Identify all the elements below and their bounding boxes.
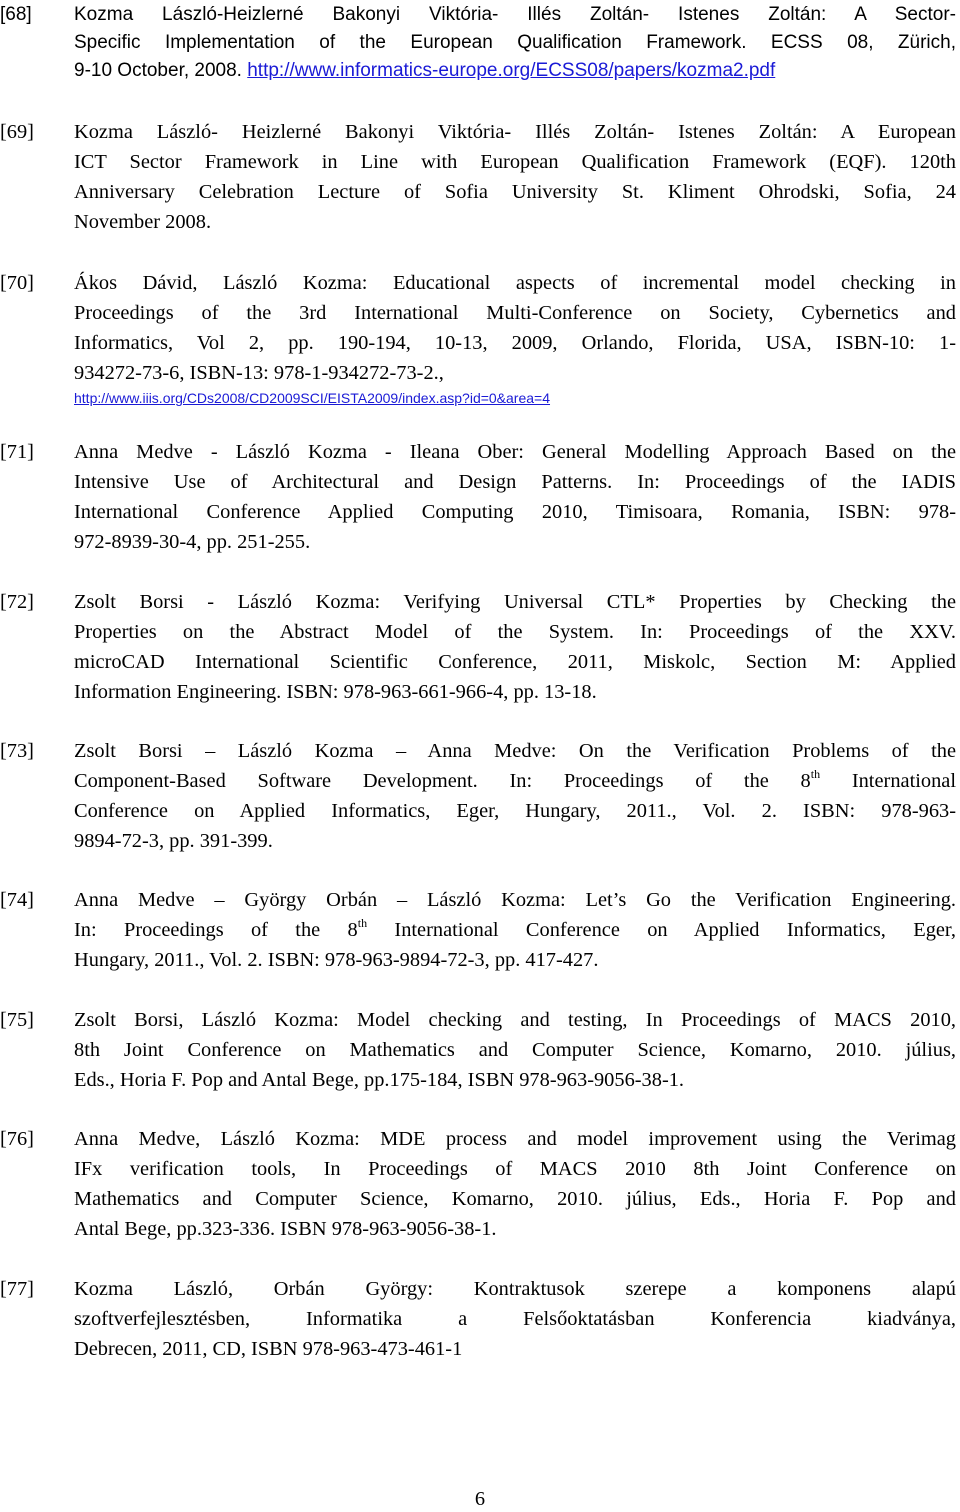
ref-text: International Conference on Applied Informatics, Eger, xyxy=(367,919,957,941)
ref-text-line: IFx verification tools, In Proceedings of MACS 2010 8th Joint Conference on xyxy=(74,1158,956,1180)
ref-number: [75] xyxy=(0,1009,34,1031)
ref-text: 9-10 October, 2008. xyxy=(74,60,248,81)
ref-text-line: Kozma László-Heizlerné Bakonyi Viktória- Illés Zoltán- Istenes Zoltán: A Sector- xyxy=(74,4,956,25)
ref-text-line: Anna Medve - László Kozma - Ileana Ober: General Modelling Approach Based on the xyxy=(74,441,956,463)
ref-text-line: ICT Sector Framework in Line with European Qualification Framework (EQF). 120th xyxy=(74,151,956,173)
ref-text-line: Anna Medve, László Kozma: MDE process and model improvement using the Verimag xyxy=(74,1128,956,1150)
ref-text-line: Antal Bege, pp.323-336. ISBN 978-963-9056-38-1. xyxy=(74,1218,497,1240)
ref-text-line: Zsolt Borsi, László Kozma: Model checking and testing, In Proceedings of MACS 2010, xyxy=(74,1009,956,1031)
ref-text-line: 9894-72-3, pp. 391-399. xyxy=(74,830,273,852)
ref-text-line: microCAD International Scientific Conference, 2011, Miskolc, Section M: Applied xyxy=(74,651,956,673)
ref-text-line: 8th Joint Conference on Mathematics and Computer Science, Komarno, 2010. július, xyxy=(74,1039,956,1061)
ref-text-line: Zsolt Borsi - László Kozma: Verifying Universal CTL* Properties by Checking the xyxy=(74,591,956,613)
ref-number: [72] xyxy=(0,591,34,613)
ref-text-line: Eds., Horia F. Pop and Antal Bege, pp.175-184, ISBN 978-963-9056-38-1. xyxy=(74,1069,685,1091)
ref-text-line xyxy=(74,766,956,796)
ref-number: [69] xyxy=(0,121,34,143)
ref-text: Component-Based Software Development. In: Proceedings of the 8 xyxy=(74,770,811,792)
page-number: 6 xyxy=(474,1488,486,1510)
ref-number: [73] xyxy=(0,740,34,762)
ref-text-line: Informatics, Vol 2, pp. 190-194, 10-13, 2009, Orlando, Florida, USA, ISBN-10: 1- xyxy=(74,332,956,354)
ref-text-line: Ákos Dávid, László Kozma: Educational aspects of incremental model checking in xyxy=(74,272,956,294)
ref-text: International xyxy=(820,770,956,792)
ref-text-line: Specific Implementation of the European Qualification Framework. ECSS 08, Zürich, xyxy=(74,32,956,53)
ref-text-line: Anniversary Celebration Lecture of Sofia University St. Kliment Ohrodski, Sofia, 24 xyxy=(74,181,956,203)
ref-number: [76] xyxy=(0,1128,34,1150)
ref-text-line: Intensive Use of Architectural and Design Patterns. In: Proceedings of the IADIS xyxy=(74,471,956,493)
ref-text-line: Conference on Applied Informatics, Eger, Hungary, 2011., Vol. 2. ISBN: 978-963- xyxy=(74,800,956,822)
ref-text-line: szoftverfejlesztésben, Informatika a Felsőoktatásban Konferencia kiadványa, xyxy=(74,1308,956,1330)
ordinal-superscript: th xyxy=(357,916,368,930)
ref-text: In: Proceedings of the 8 xyxy=(74,919,358,941)
ref-text-line: Hungary, 2011., Vol. 2. ISBN: 978-963-9894-72-3, pp. 417-427. xyxy=(74,949,599,971)
ref-text-line: 934272-73-6, ISBN-13: 978-1-934272-73-2., xyxy=(74,362,444,384)
ref-number: [74] xyxy=(0,889,34,911)
ref-text-line: Kozma László- Heizlerné Bakonyi Viktória- Illés Zoltán- Istenes Zoltán: A European xyxy=(74,121,956,143)
ref-text-line: Debrecen, 2011, CD, ISBN 978-963-473-461-1 xyxy=(74,1338,463,1360)
ref-text-line: 972-8939-30-4, pp. 251-255. xyxy=(74,531,311,553)
ref-text-line: Zsolt Borsi – László Kozma – Anna Medve: On the Verification Problems of the xyxy=(74,740,956,762)
ref-number: [77] xyxy=(0,1278,34,1300)
ref-text-line: International Conference Applied Computing 2010, Timisoara, Romania, ISBN: 978- xyxy=(74,501,956,523)
ref-text-line xyxy=(74,56,775,86)
ref-text-line: Mathematics and Computer Science, Komarno, 2010. július, Eds., Horia F. Pop and xyxy=(74,1188,956,1210)
ref-number: [68] xyxy=(0,4,32,25)
ref-text-line: Properties on the Abstract Model of the System. In: Proceedings of the XXV. xyxy=(74,621,956,643)
ref-link-line xyxy=(74,385,550,409)
ref-text-line: November 2008. xyxy=(74,211,212,233)
ref-number: [70] xyxy=(0,272,34,294)
ref-text-line: Kozma László, Orbán György: Kontraktusok szerepe a komponens alapú xyxy=(74,1278,956,1300)
ref-text-line: Information Engineering. ISBN: 978-963-661-966-4, pp. 13-18. xyxy=(74,681,597,703)
reference-link[interactable]: http://www.iiis.org/CDs2008/CD2009SCI/EISTA2009/index.asp?id=0&area=4 xyxy=(74,390,551,406)
ref-text-line: Proceedings of the 3rd International Multi-Conference on Society, Cybernetics and xyxy=(74,302,956,324)
ref-number: [71] xyxy=(0,441,34,463)
ref-text-line xyxy=(74,915,956,945)
reference-link[interactable]: http://www.informatics-europe.org/ECSS08/papers/kozma2.pdf xyxy=(247,60,776,81)
ref-text-line: Anna Medve – György Orbán – László Kozma: Let’s Go the Verification Engineering. xyxy=(74,889,956,911)
ordinal-superscript: th xyxy=(810,767,821,781)
